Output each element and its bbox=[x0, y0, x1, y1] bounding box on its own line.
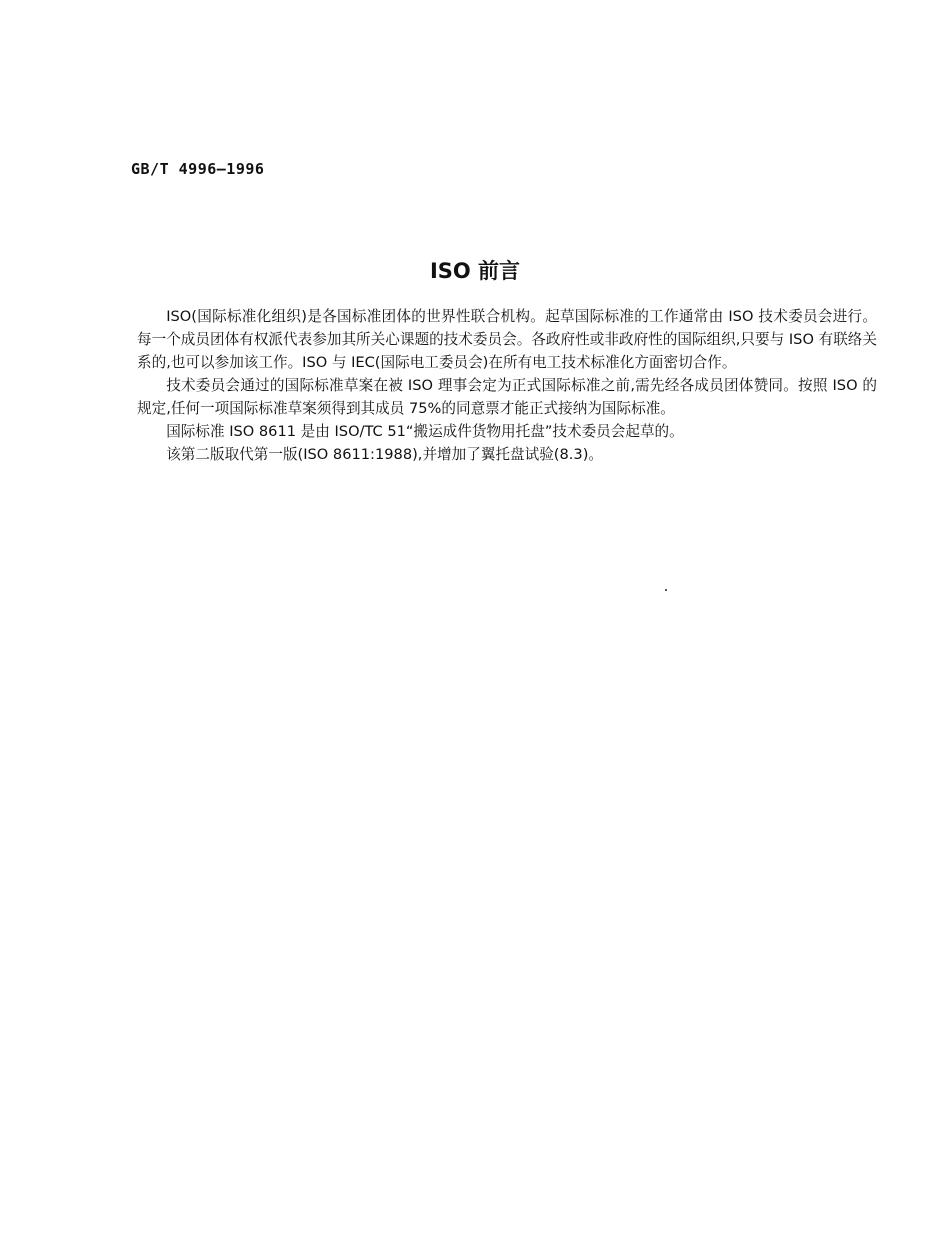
scan-speck bbox=[665, 589, 667, 591]
paragraph-3: 国际标准 ISO 8611 是由 ISO/TC 51“搬运成件货物用托盘”技术委员会起草的。 bbox=[166, 423, 684, 440]
paragraph-1: ISO(国际标准化组织)是各国标准团体的世界性联合机构。起草国际标准的工作通常由 ISO 技术委员会进行。每一个成员团体有权派代表参加其所关心课题的技术委员会。各政府性或非政府性的国际组织,只要与 ISO 有联络关系的,也可以参加该工作。ISO 与 IEC(国际电工委员会)在所有电工技术标准化方面密切合作。 bbox=[137, 308, 877, 371]
standard-code: GB/T 4996—1996 bbox=[131, 160, 265, 178]
foreword-body bbox=[137, 305, 877, 466]
paragraph-2: 技术委员会通过的国际标准草案在被 ISO 理事会定为正式国际标准之前,需先经各成员团体赞同。按照 ISO 的规定,任何一项国际标准草案须得到其成员 75%的同意票才能正式接纳为国际标准。 bbox=[137, 377, 877, 417]
page-title: ISO 前言 bbox=[429, 259, 521, 283]
paragraph-4: 该第二版取代第一版(ISO 8611:1988),并增加了翼托盘试验(8.3)。 bbox=[166, 446, 603, 463]
